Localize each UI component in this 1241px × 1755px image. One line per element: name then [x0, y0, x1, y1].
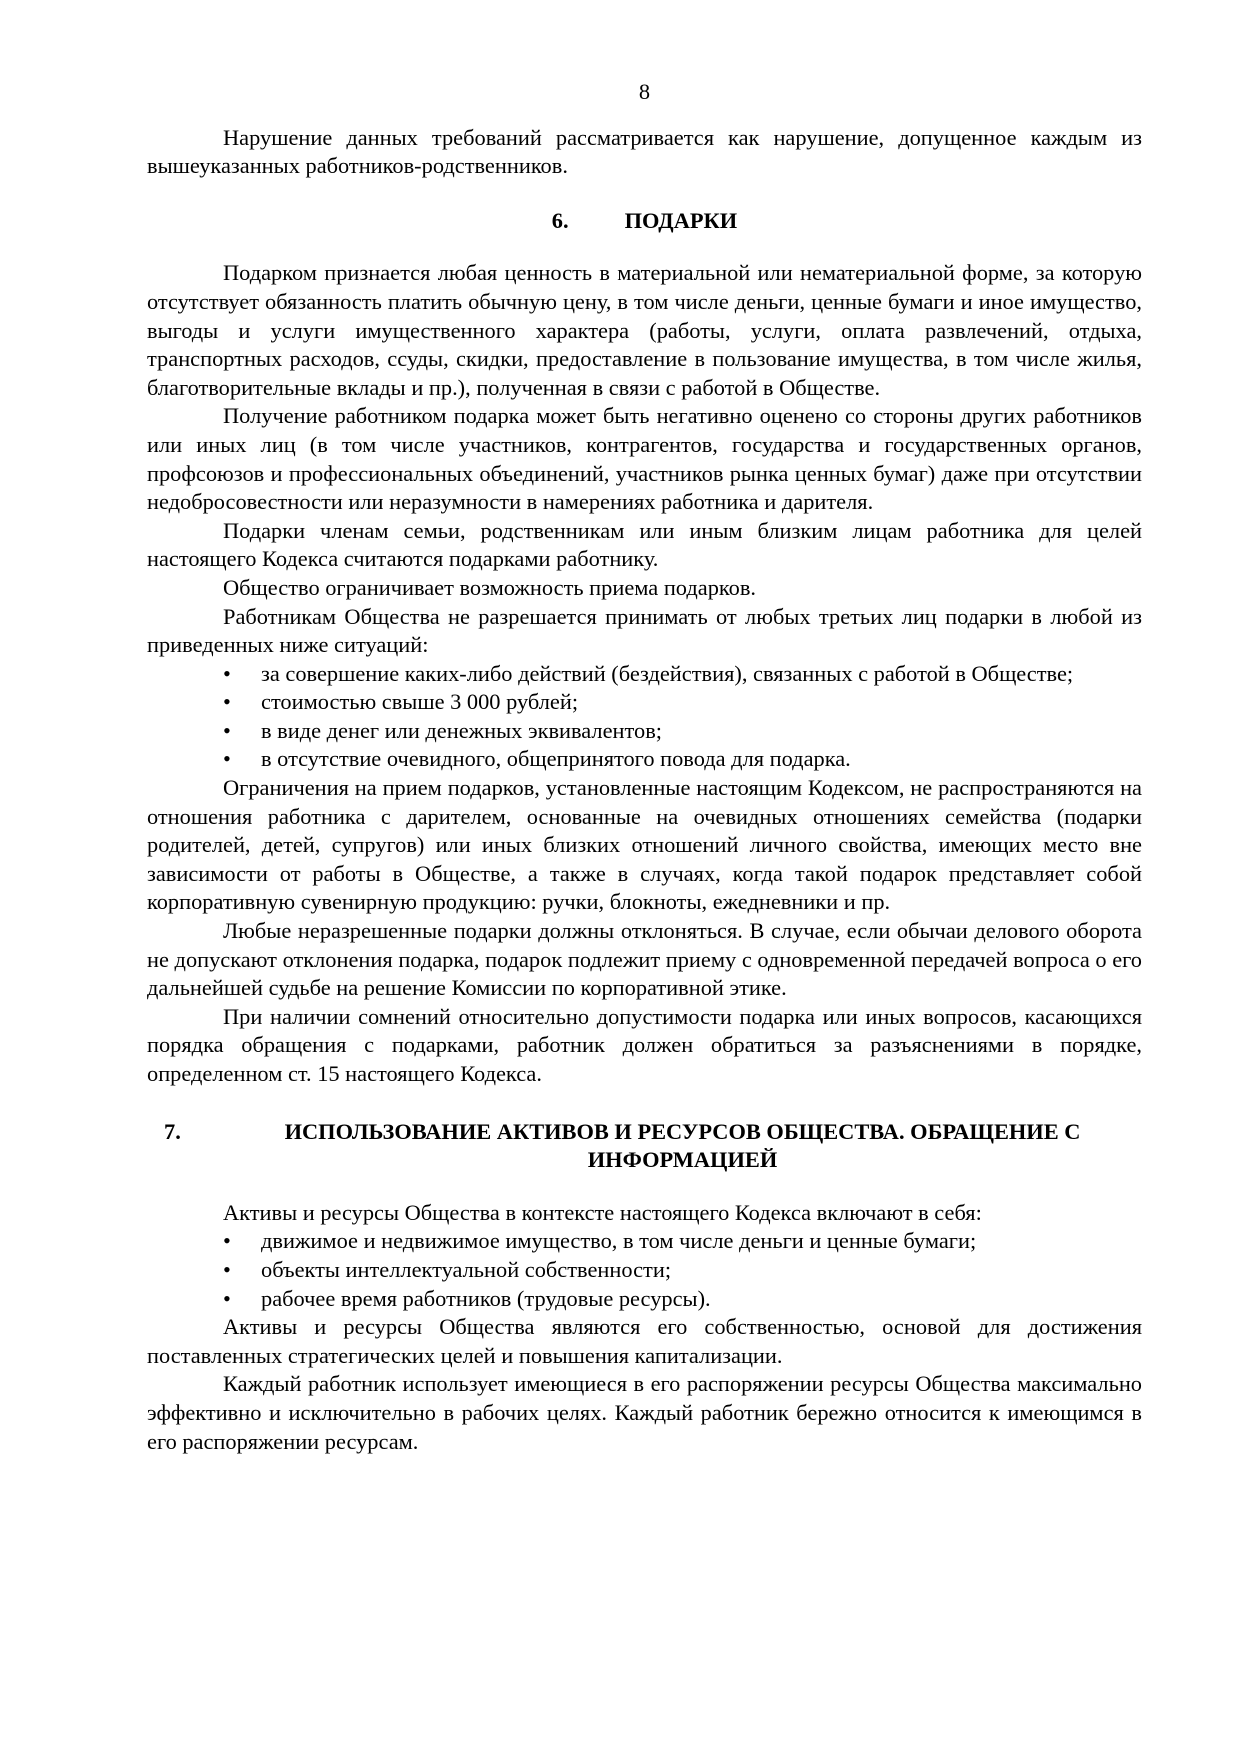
- bullet-text: рабочее время работников (трудовые ресурсы).: [261, 1285, 711, 1311]
- section-7-paragraph-2: Активы и ресурсы Общества являются его собственностью, основой для достижения поставленных стратегических целей и повышения капитализации.: [147, 1314, 1142, 1368]
- section-7-paragraph-1: Активы и ресурсы Общества в контексте настоящего Кодекса включают в себя:: [223, 1199, 982, 1225]
- section-6-paragraph-6: Ограничения на прием подарков, установленные настоящим Кодексом, не распространяются на отношения работника с дарителем, основанные на очевидных отношениях семейства (подарки родителей, детей, супругов) или иных близких отношений личного свойства, имеющих место вне зависимости от работы в Обществе, а также в случаях, когда такой подарок представляет собой корпоративную сувенирную продукцию: ручки, блокноты, ежедневники и пр.: [147, 775, 1142, 915]
- section-6-paragraph-2: Получение работником подарка может быть негативно оценено со стороны других работников или иных лиц (в том числе участников, контрагентов, государства и государственных органов, профсоюзов и профессиональных объединений, участников рынка ценных бумаг) даже при отсутствии недобросовестности или неразумности в намерениях работника и дарителя.: [147, 403, 1142, 515]
- bullet-icon: •: [223, 717, 231, 743]
- document-page: [147, 78, 1142, 1456]
- bullet-icon: •: [223, 1228, 231, 1254]
- section-7-number: 7.: [164, 1118, 181, 1144]
- section-7-bullet-item: [147, 1227, 1142, 1256]
- section-7-bullet-item: [147, 1256, 1142, 1285]
- section-6-number: 6.: [551, 207, 569, 233]
- section-6-paragraph-7: Любые неразрешенные подарки должны отклоняться. В случае, если обычаи делового оборота не допускают отклонения подарка, подарок подлежит приему с одновременной передачей вопроса о его дальнейшей судьбе на решение Комиссии по корпоративной этике.: [147, 918, 1142, 1001]
- section-6-paragraph-5: Работникам Общества не разрешается принимать от любых третьих лиц подарки в любой из приведенных ниже ситуаций:: [147, 603, 1142, 658]
- section-6-title: ПОДАРКИ: [624, 207, 738, 233]
- section-7-paragraph-3: Каждый работник использует имеющиеся в его распоряжении ресурсы Общества максимально эффективно и исключительно в рабочих целях. Каждый работник бережно относится к имеющимся в его распоряжении ресурсам.: [147, 1371, 1142, 1454]
- section-6-bullet-item: [147, 660, 1142, 689]
- bullet-text: стоимостью свыше 3 000 рублей;: [261, 689, 579, 715]
- bullet-icon: •: [223, 1256, 231, 1282]
- section-6-heading: [147, 207, 1142, 236]
- bullet-text: в виде денег или денежных эквивалентов;: [261, 717, 662, 743]
- bullet-icon: •: [223, 1285, 231, 1311]
- intro-paragraph: Нарушение данных требований рассматривается как нарушение, допущенное каждым из вышеуказанных работников-родственников.: [147, 124, 1142, 179]
- section-6-paragraph-1: Подарком признается любая ценность в материальной или нематериальной форме, за которую отсутствует обязанность платить обычную цену, в том числе деньги, ценные бумаги и иное имущество, выгоды и услуги имущественного характера (работы, услуги, оплата развлечений, отдыха, транспортных расходов, ссуды, скидки, предоставление в пользование имущества, в том числе жилья, благотворительные вклады и пр.), полученная в связи с работой в Обществе.: [147, 260, 1142, 400]
- page-number: 8: [638, 79, 651, 104]
- bullet-text: за совершение каких-либо действий (бездействия), связанных с работой в Обществе;: [261, 660, 1074, 686]
- bullet-icon: •: [223, 746, 231, 772]
- section-6-bullet-item: [147, 688, 1142, 717]
- section-7-title: ИСПОЛЬЗОВАНИЕ АКТИВОВ И РЕСУРСОВ ОБЩЕСТВА. ОБРАЩЕНИЕ С ИНФОРМАЦИЕЙ: [284, 1118, 1081, 1173]
- section-6-bullet-item: [147, 745, 1142, 774]
- bullet-text: в отсутствие очевидного, общепринятого повода для подарка.: [261, 746, 851, 772]
- section-7-heading: [147, 1118, 1142, 1175]
- section-7-bullet-item: [147, 1285, 1142, 1314]
- section-6-bullet-item: [147, 717, 1142, 746]
- section-6-paragraph-8: При наличии сомнений относительно допустимости подарка или иных вопросов, касающихся порядка обращения с подарками, работник должен обратиться за разъяснениями в порядке, определенном ст. 15 настоящего Кодекса.: [147, 1003, 1142, 1086]
- bullet-icon: •: [223, 689, 231, 715]
- bullet-icon: •: [223, 660, 231, 686]
- section-6-paragraph-3: Подарки членам семьи, родственникам или иным близким лицам работника для целей настоящего Кодекса считаются подарками работнику.: [147, 517, 1142, 572]
- bullet-text: объекты интеллектуальной собственности;: [261, 1256, 672, 1282]
- section-6-paragraph-4: Общество ограничивает возможность приема подарков.: [223, 574, 756, 600]
- bullet-text: движимое и недвижимое имущество, в том числе деньги и ценные бумаги;: [261, 1228, 977, 1254]
